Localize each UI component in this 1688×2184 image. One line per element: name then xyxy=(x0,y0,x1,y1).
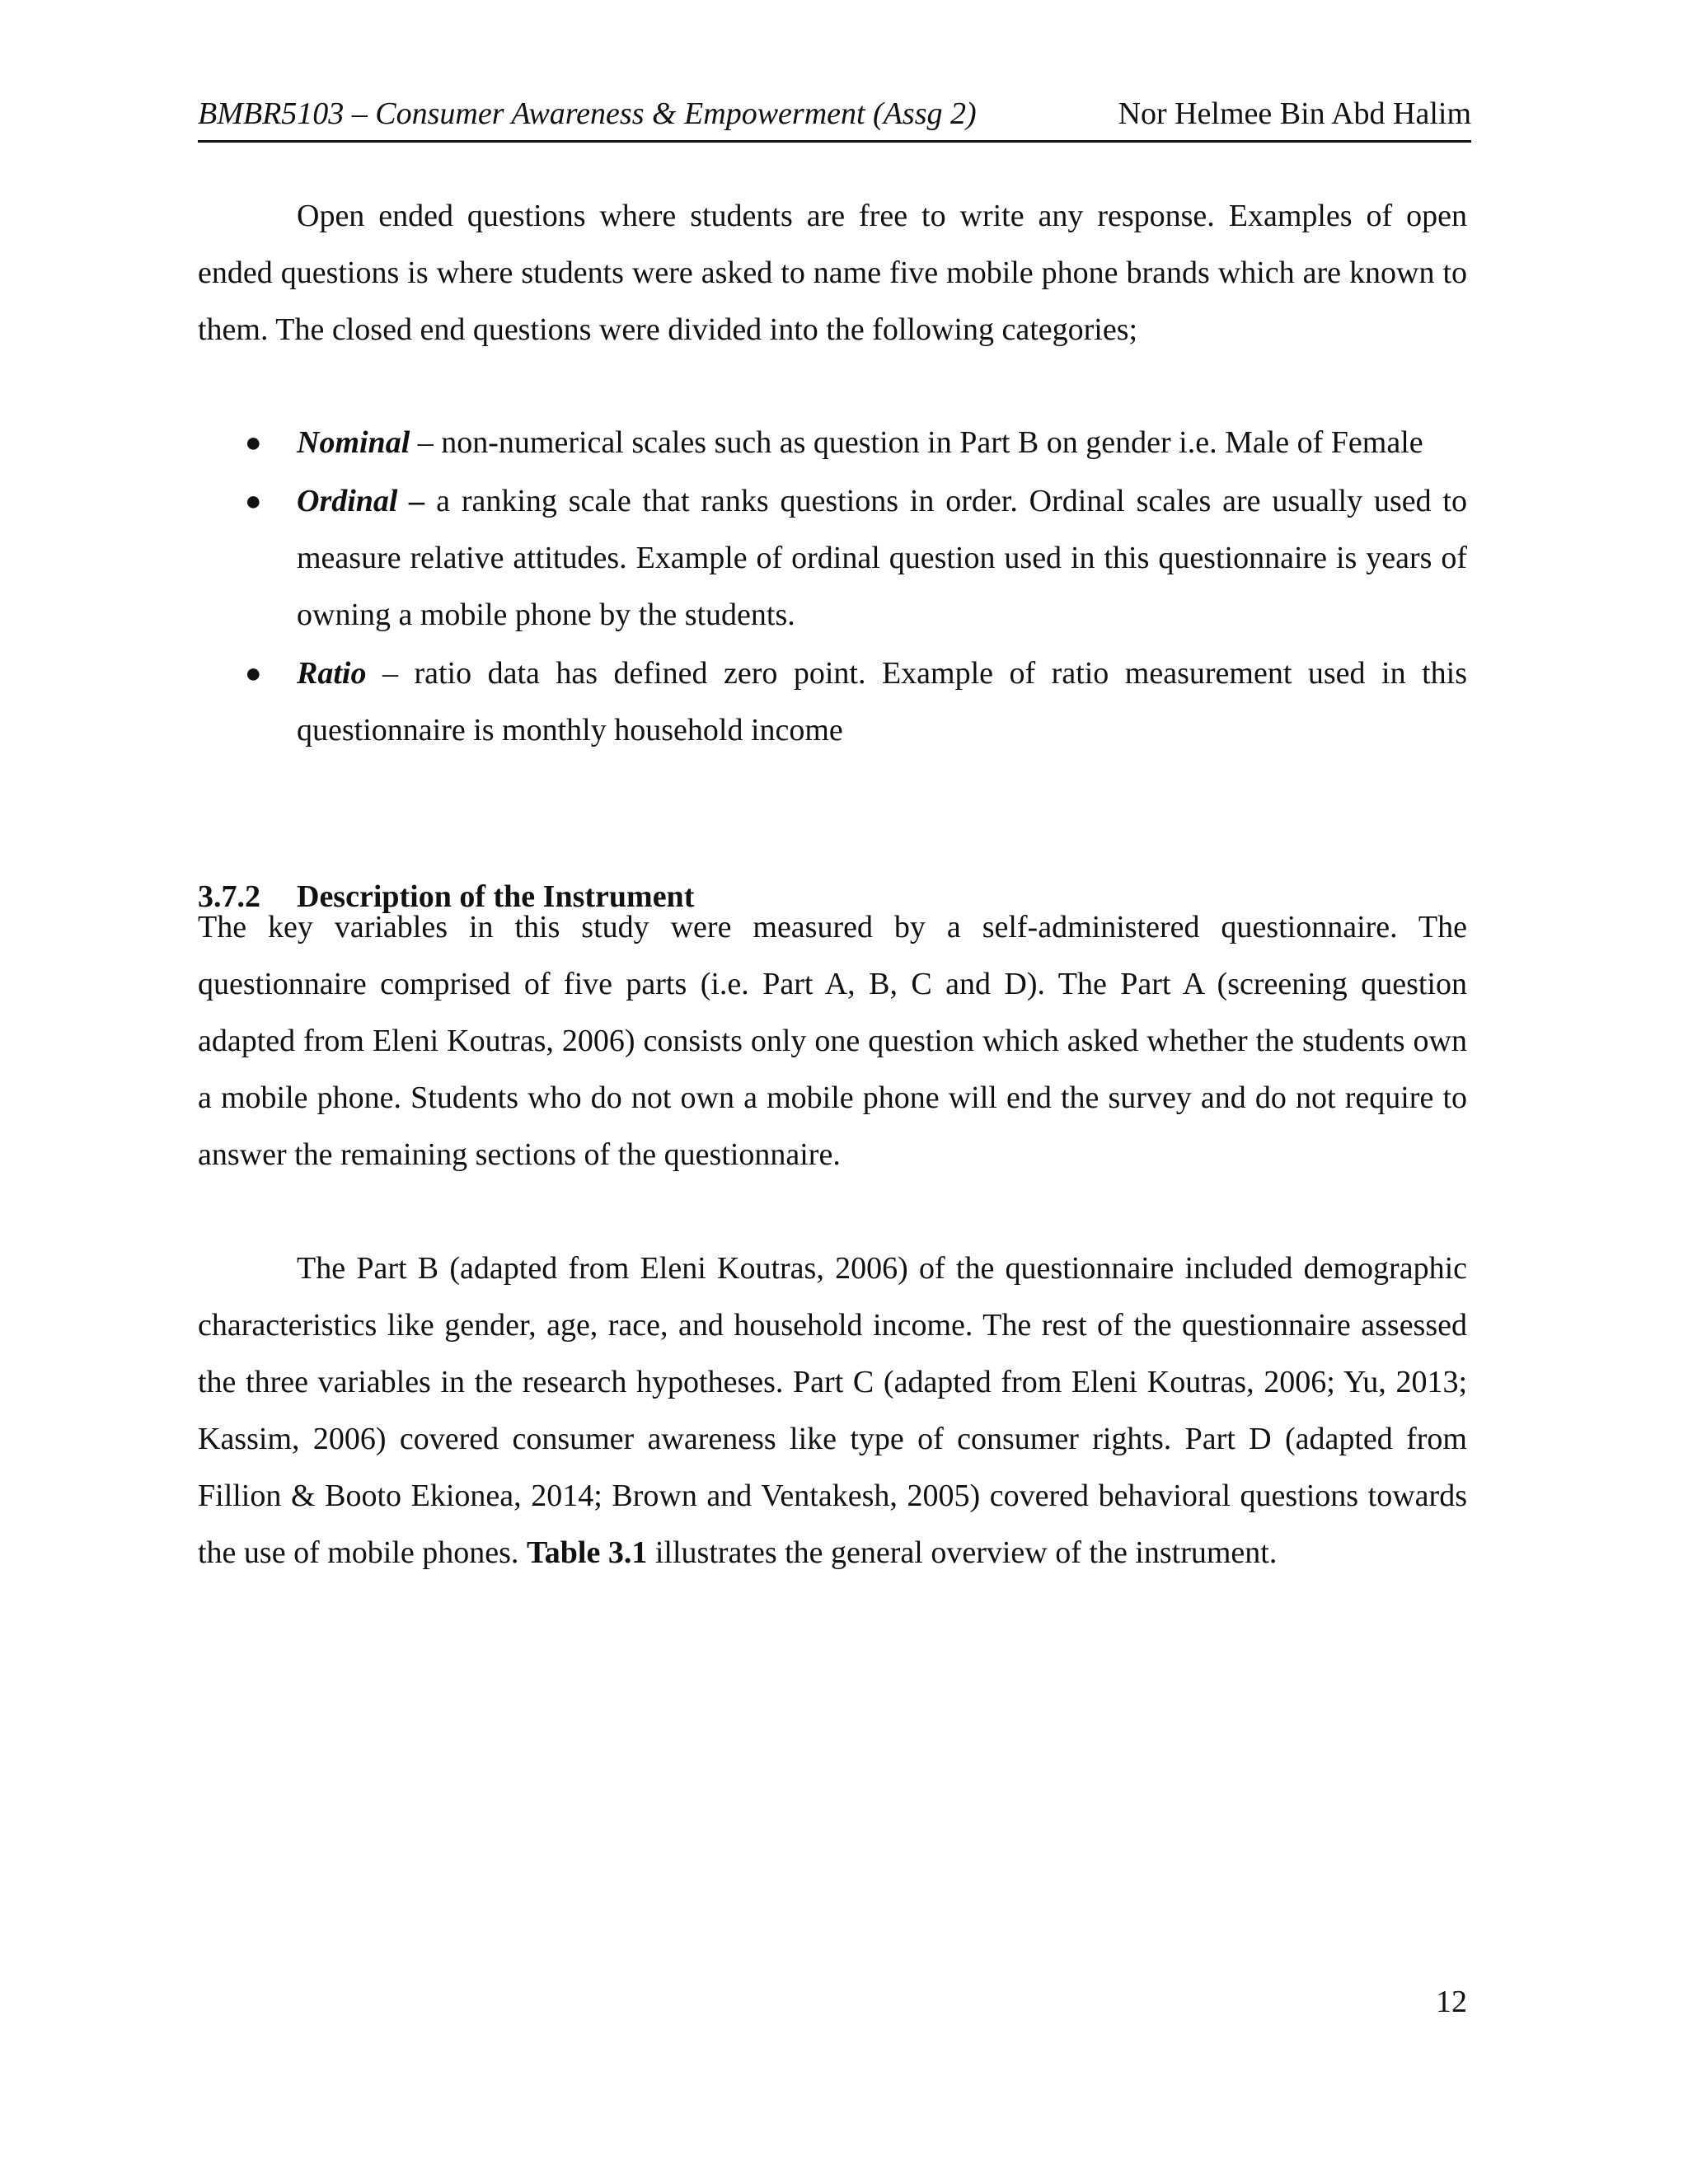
category-term: Nominal xyxy=(297,425,410,460)
header-course-title: BMBR5103 – Consumer Awareness & Empowerment (Assg 2) xyxy=(198,96,977,131)
questions-paragraph: Open ended questions where students are free to write any response. Examples of open ended questions is where students were asked to name five mobile phone brands which are known to them. The closed end questions were divided into the following categories; xyxy=(198,199,1467,347)
category-description: a ranking scale that ranks questions in order. Ordinal scales are usually used to measure relative attitudes. Example of ordinal question used in this questionnaire is years of owning a mobile phone by the students. xyxy=(297,484,1467,632)
instrument-parts-text: The Part B (adapted from Eleni Koutras, 2006) of the questionnaire included demographic characteristics like gender, age, race, and household income. The rest of the questionnaire assessed the three variables in the research hypotheses. Part C (adapted from Eleni Koutras, 2006; Yu, 2013; Kassim, 2006) covered consumer awareness like type of consumer rights. Part D (adapted from Fillion & Booto Ekionea, 2014; Brown and Ventakesh, 2005) covered behavioral questions towards the use of mobile phones. xyxy=(198,1251,1467,1570)
bullet-dot-icon: ● xyxy=(245,428,262,458)
list-item-ordinal xyxy=(198,473,1467,644)
section-title: Description of the Instrument xyxy=(297,879,695,914)
page-number: 12 xyxy=(1436,1985,1467,2019)
table-reference: Table 3.1 xyxy=(526,1535,648,1570)
running-header xyxy=(198,92,1471,143)
category-description: – ratio data has defined zero point. Example of ratio measurement used in this questionnaire is monthly household income xyxy=(297,656,1467,748)
category-term: Ordinal – xyxy=(297,484,425,518)
bullet-dot-icon: ● xyxy=(245,658,262,689)
category-description: – non-numerical scales such as question in Part B on gender i.e. Male of Female xyxy=(410,425,1423,460)
instrument-parts-paragraph xyxy=(198,1240,1467,1582)
category-term: Ratio xyxy=(297,656,367,691)
question-categories-list xyxy=(198,415,1467,759)
instrument-parts-ending: illustrates the general overview of the instrument. xyxy=(647,1535,1278,1570)
bullet-dot-icon: ● xyxy=(245,486,262,517)
list-item-ratio xyxy=(198,645,1467,759)
header-author-name: Nor Helmee Bin Abd Halim xyxy=(1118,96,1471,131)
list-item-nominal xyxy=(198,415,1467,471)
section-number: 3.7.2 xyxy=(198,879,260,914)
instrument-paragraph: The key variables in this study were measured by a self-administered questionnaire. The questionnaire comprised of five parts (i.e. Part A, B, C and D). The Part A (screening question adapted from Eleni Koutras, 2006) consists only one question which asked whether the students own a mobile phone. Students who do not own a mobile phone will end the survey and do not require to answer the remaining sections of the questionnaire. xyxy=(198,910,1467,1172)
